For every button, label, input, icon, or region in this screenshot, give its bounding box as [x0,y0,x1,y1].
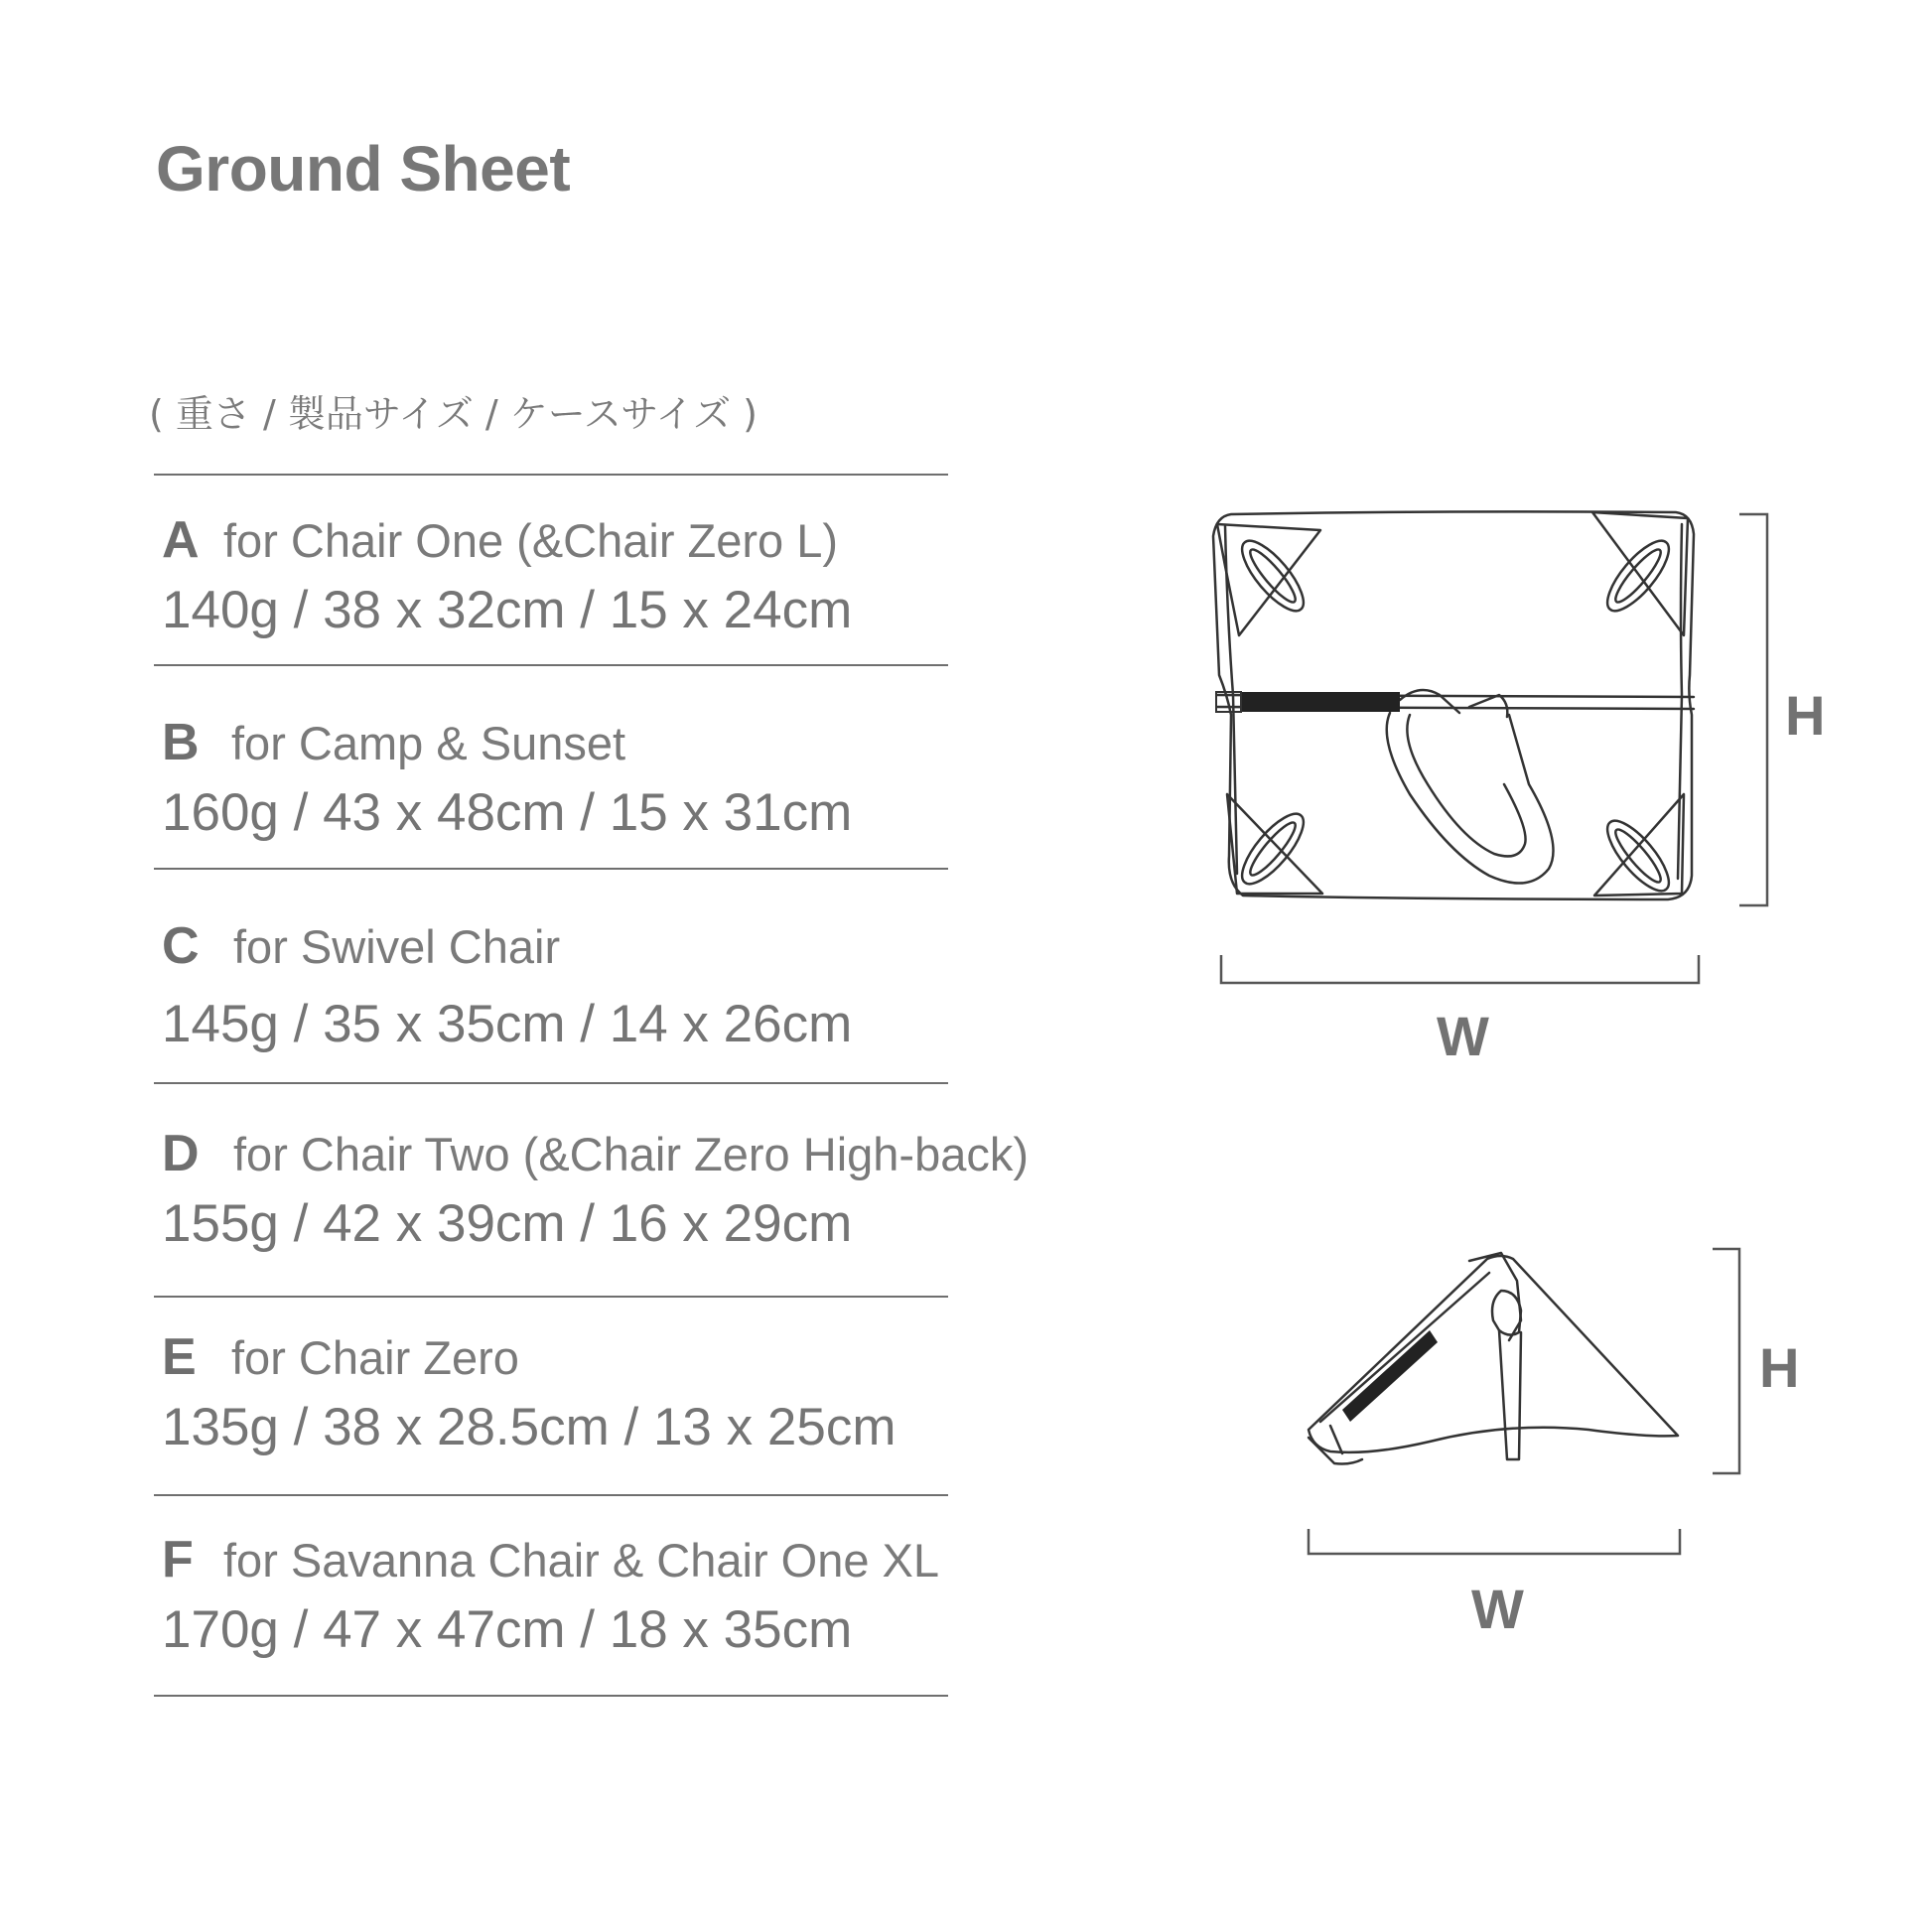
spec-legend: ( 重さ / 製品サイズ / ケースサイズ ) [149,392,758,436]
spec-values: 160g / 43 x 48cm / 15 x 31cm [162,783,853,842]
spec-values: 140g / 38 x 32cm / 15 x 24cm [162,581,853,639]
spec-model: for Chair Two (&Chair Zero High-back) [233,1128,1029,1180]
spec-model: for Camp & Sunset [231,717,626,769]
case-width-label: W [1471,1578,1524,1640]
spec-model: for Savanna Chair & Chair One XL [223,1534,940,1587]
spec-letter: B [162,714,200,771]
spec-letter: D [162,1125,200,1182]
case-height-label: H [1759,1336,1800,1399]
spec-values: 135g / 38 x 28.5cm / 13 x 25cm [162,1398,897,1456]
spec-letter: E [162,1328,197,1386]
page-title: Ground Sheet [156,133,571,205]
product-width-label: W [1437,1005,1489,1067]
spec-model: for Chair One (&Chair Zero L) [223,514,839,567]
spec-letter: A [162,511,200,569]
spec-values: 155g / 42 x 39cm / 16 x 29cm [162,1194,853,1253]
spec-letter: F [162,1531,194,1588]
spec-model: for Swivel Chair [233,920,561,973]
spec-values: 145g / 35 x 35cm / 14 x 26cm [162,995,853,1053]
spec-letter: C [162,917,200,975]
product-height-label: H [1785,684,1826,747]
spec-model: for Chair Zero [231,1331,519,1384]
spec-values: 170g / 47 x 47cm / 18 x 35cm [162,1600,853,1659]
